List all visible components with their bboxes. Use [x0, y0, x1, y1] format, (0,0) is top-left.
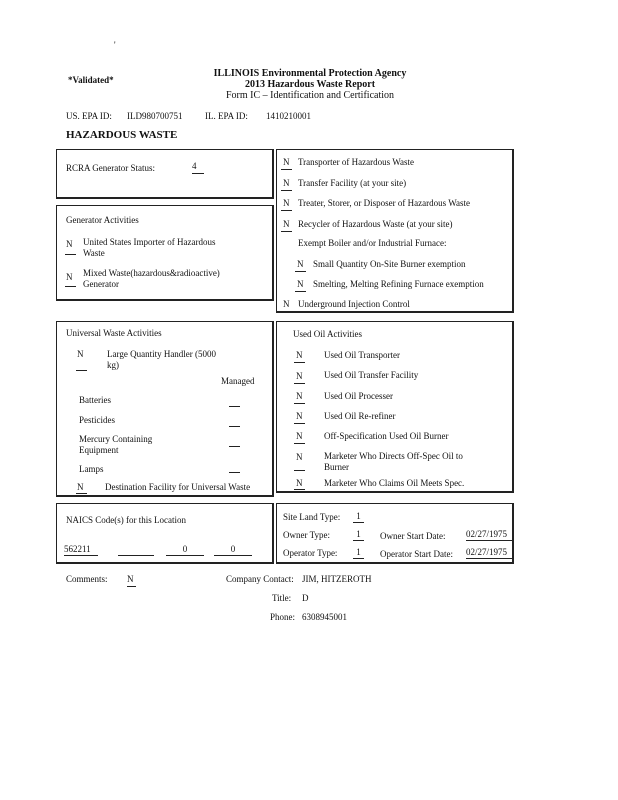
lqh-underline — [76, 370, 87, 371]
title-value: D — [302, 593, 309, 603]
lamps-blank — [229, 472, 240, 473]
operator-type-label: Operator Type: — [283, 548, 338, 558]
uo-rerefiner-mark: N — [296, 411, 303, 421]
mixed-waste-mark: N — [66, 272, 73, 282]
transfer-label: Transfer Facility (at your site) — [298, 178, 407, 188]
rcra-box — [56, 149, 274, 199]
small-burner-mark: N — [297, 259, 304, 269]
transporter-mark: N — [283, 157, 290, 167]
operator-type-value: 1 — [353, 547, 364, 559]
uo-processer-label: Used Oil Processer — [324, 391, 393, 401]
owner-start-date-label: Owner Start Date: — [380, 531, 446, 541]
transfer-mark: N — [283, 178, 290, 188]
uo-marketer-directs-label: Marketer Who Directs Off-Spec Oil to — [324, 451, 463, 461]
stray-mark: ' — [114, 40, 116, 50]
naics-title: NAICS Code(s) for this Location — [66, 515, 186, 525]
comments-value: N — [127, 574, 136, 587]
naics-code-1: 562211 — [64, 544, 98, 556]
report-title: 2013 Hazardous Waste Report — [244, 79, 376, 90]
owner-type-label: Owner Type: — [283, 530, 330, 540]
universal-waste-title: Universal Waste Activities — [66, 328, 162, 338]
uic-mark: N — [283, 299, 290, 309]
uo-marketer-claims-underline — [294, 489, 305, 490]
uo-offspec-underline — [294, 443, 305, 444]
uo-transporter-underline — [294, 362, 305, 363]
lamps-label: Lamps — [79, 464, 104, 474]
uo-processer-mark: N — [296, 391, 303, 401]
smelting-mark: N — [297, 279, 304, 289]
smelting-label: Smelting, Melting Refining Furnace exemption — [313, 279, 484, 289]
owner-type-value: 1 — [353, 529, 364, 541]
uo-rerefiner-underline — [294, 423, 305, 424]
destination-mark: N — [77, 482, 84, 492]
recycler-mark: N — [283, 219, 290, 229]
uo-transfer-underline — [294, 383, 305, 384]
agency-title: ILLINOIS Environmental Protection Agency — [213, 68, 407, 79]
generator-activities-title: Generator Activities — [66, 215, 139, 225]
mercury-label-2: Equipment — [79, 445, 119, 455]
batteries-blank — [229, 406, 240, 407]
operator-start-date-value: 02/27/1975 — [466, 547, 512, 559]
uo-transporter-label: Used Oil Transporter — [324, 350, 400, 360]
phone-label: Phone: — [270, 612, 296, 622]
destination-underline — [76, 493, 87, 494]
recycler-label: Recycler of Hazardous Waste (at your site) — [298, 219, 453, 229]
lqh-mark: N — [77, 349, 84, 359]
uo-marketer-claims-label: Marketer Who Claims Oil Meets Spec. — [324, 478, 465, 488]
treater-underline — [281, 210, 292, 211]
importer-underline — [65, 254, 76, 255]
title-label: Title: — [272, 593, 292, 603]
transfer-underline — [281, 190, 292, 191]
us-epa-id-value: ILD980700751 — [127, 111, 183, 121]
treater-mark: N — [283, 198, 290, 208]
uo-marketer-directs-underline — [294, 470, 305, 471]
lqh-label-2: kg) — [107, 360, 119, 370]
il-epa-id-value: 1410210001 — [266, 111, 311, 121]
used-oil-box — [276, 321, 514, 493]
rcra-status-label: RCRA Generator Status: — [66, 163, 155, 173]
uo-marketer-directs-label-2: Burner — [324, 462, 349, 472]
form-title: Form IC – Identification and Certification — [225, 90, 394, 101]
uo-transfer-label: Used Oil Transfer Facility — [324, 370, 419, 380]
comments-label: Comments: — [66, 574, 108, 584]
lqh-label: Large Quantity Handler (5000 — [107, 349, 217, 359]
batteries-label: Batteries — [79, 395, 111, 405]
uo-offspec-mark: N — [296, 431, 303, 441]
transporter-underline — [281, 169, 292, 170]
pesticides-label: Pesticides — [79, 415, 115, 425]
small-burner-underline — [295, 271, 306, 272]
uo-transfer-mark: N — [296, 371, 303, 381]
pesticides-blank — [229, 426, 240, 427]
exempt-title: Exempt Boiler and/or Industrial Furnace: — [298, 238, 447, 248]
importer-label-2: Waste — [83, 248, 105, 258]
contact-label: Company Contact: — [226, 574, 294, 584]
uo-marketer-directs-mark: N — [296, 452, 303, 462]
uic-label: Underground Injection Control — [298, 299, 410, 309]
operator-start-date-label: Operator Start Date: — [380, 549, 453, 559]
validated-label: *Validated* — [68, 75, 114, 85]
site-land-type-label: Site Land Type: — [283, 512, 341, 522]
phone-value: 6308945001 — [302, 612, 347, 622]
uo-marketer-claims-mark: N — [296, 478, 303, 488]
owner-start-date-value: 02/27/1975 — [466, 529, 512, 541]
us-epa-id-label: US. EPA ID: — [66, 111, 112, 121]
mixed-waste-underline — [65, 286, 76, 287]
managed-label: Managed — [221, 376, 255, 386]
rcra-status-value: 4 — [192, 161, 204, 174]
mercury-label: Mercury Containing — [79, 434, 153, 444]
naics-code-4: 0 — [214, 544, 252, 556]
section-title: HAZARDOUS WASTE — [66, 129, 178, 141]
recycler-underline — [281, 231, 292, 232]
importer-mark: N — [66, 239, 73, 249]
mixed-waste-label: Mixed Waste(hazardous&radioactive) — [83, 268, 220, 278]
destination-label: Destination Facility for Universal Waste — [105, 482, 251, 492]
il-epa-id-label: IL. EPA ID: — [205, 111, 248, 121]
importer-label: United States Importer of Hazardous — [83, 237, 216, 247]
contact-value: JIM, HITZEROTH — [302, 574, 372, 584]
uo-offspec-label: Off-Specification Used Oil Burner — [324, 431, 449, 441]
transporter-label: Transporter of Hazardous Waste — [298, 157, 414, 167]
mixed-waste-label-2: Generator — [83, 279, 119, 289]
mercury-blank — [229, 446, 240, 447]
treater-label: Treater, Storer, or Disposer of Hazardous Waste — [298, 198, 471, 208]
uo-processer-underline — [294, 403, 305, 404]
uic-underline — [281, 311, 292, 312]
naics-code-3: 0 — [166, 544, 204, 556]
uo-transporter-mark: N — [296, 350, 303, 360]
smelting-underline — [295, 291, 306, 292]
site-land-type-value: 1 — [353, 511, 364, 523]
small-burner-label: Small Quantity On-Site Burner exemption — [313, 259, 466, 269]
naics-code-2 — [118, 544, 154, 556]
uo-rerefiner-label: Used Oil Re-refiner — [324, 411, 396, 421]
used-oil-title: Used Oil Activities — [293, 329, 362, 339]
